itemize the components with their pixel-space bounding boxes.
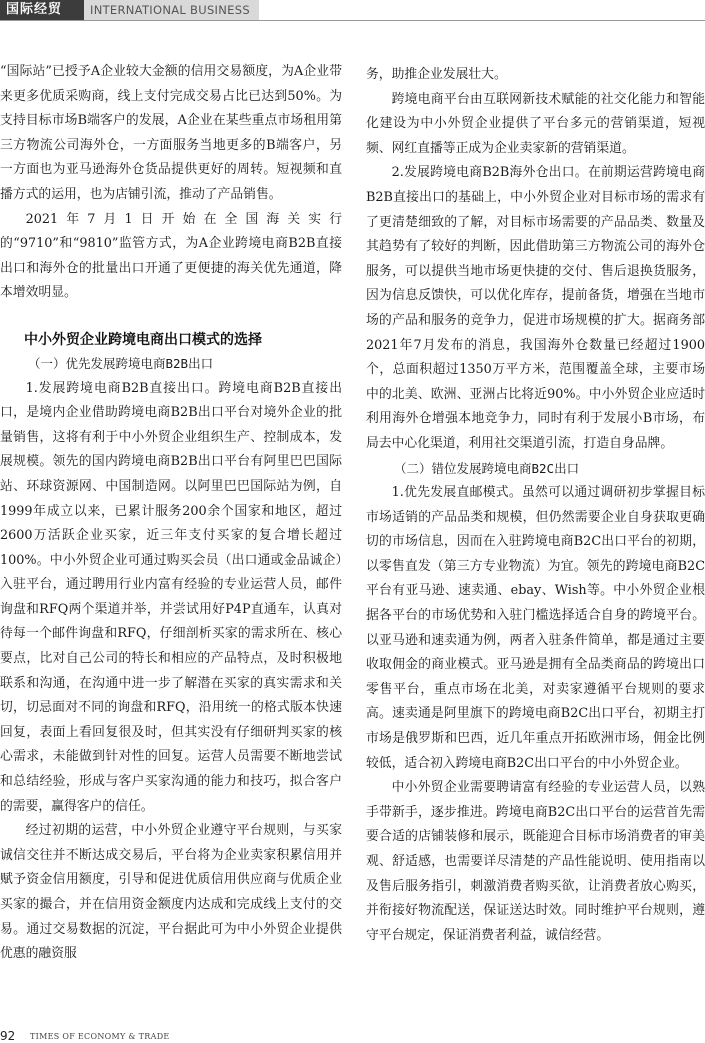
section-label: 国际经贸 — [0, 0, 84, 20]
body-paragraph: 1.发展跨境电商B2B直接出口。跨境电商B2B直接出口，是境内企业借助跨境电商B2B出口平台对境外企业的批量销售，这将有利于中小外贸企业组织生产、控制成本，发展规模。领先的国内跨境电商B2B出口平台有阿里巴巴国际站、环球资源网、中国制造网。以阿里巴巴国际站为例，自1999年成立以来，已累计服务200余个国家和地区，超过2600万活跃企业买家，近三年支付买家的复合增长超过100%。中小外贸企业可通过购买会员（出口通或金品诚企）入驻平台，通过聘用行业内富有经验的专业运营人员，邮件询盘和RFQ两个渠道并举，并尝试用好P4P直通车，认真对待每一个邮件询盘和RFQ，仔细剖析买家的需求所在、核心要点，比对自己公司的特长和相应的产品特点，及时积极地联系和沟通，在沟通中进一步了解潜在买家的真实需求和关切，切忌面对不同的询盘和RFQ，沿用统一的格式版本快速回复，表面上看回复很及时，但其实没有仔细研判买家的核心需求，未能做到针对性的回复。运营人员需要不断地尝试和总结经验，形成与客户买家沟通的能力和技巧，拟合客户的需要，赢得客户的信任。 — [0, 380, 342, 814]
page-number: 92 — [0, 1029, 16, 1043]
body-paragraph: 中小外贸企业需要聘请富有经验的专业运营人员，以熟手带新手，逐步推进。跨境电商B2C出口平台的运营首先需要合适的店铺装修和展示，既能迎合目标市场消费者的审美观、舒适感，也需要详尽清楚的产品性能说明、使用指南以及售后服务指引，刺激消费者购买欲，让消费者放心购买，并衔接好物流配送，保证送达时效。同时维护平台规则，遵守平台规定，保证消费者利益，诚信经营。 — [366, 780, 705, 943]
page-header — [0, 0, 705, 20]
right-column — [366, 63, 705, 948]
publication-name: TIMES OF ECONOMY & TRADE — [30, 1032, 170, 1041]
body-paragraph: 务，助推企业发展壮大。 — [366, 67, 507, 82]
body-paragraph: 跨境电商平台由互联网新技术赋能的社交化能力和智能化建设为中小外贸企业提供了平台多元的营销渠道，短视频、网红直播等正成为企业卖家新的营销渠道。 — [366, 91, 705, 156]
section-label-english: INTERNATIONAL BUSINESS — [84, 0, 259, 20]
header-rule — [0, 20, 705, 21]
subsection-heading: （二）错位发展跨境电商B2C出口 — [394, 460, 580, 476]
body-paragraph: 2021年7月1日开始在全国海关实行的“9710”和“9810”监管方式，为A企业跨境电商B2B直接出口和海外仓的批量出口开通了更便捷的海关优先通道，降本增效明显。 — [0, 211, 342, 301]
page-footer — [0, 1030, 705, 1043]
body-paragraph: 1.优先发展直邮模式。虽然可以通过调研初步掌握目标市场适销的产品品类和规模，但仍然需要企业自身获取更确切的市场信息，因而在入驻跨境电商B2C出口平台的初期，以零售直发（第三方专业物流）为宜。领先的跨境电商B2C平台有亚马逊、速卖通、ebay、Wish等。中小外贸企业根据各平台的市场优势和入驻门槛选择适合自身的跨境平台。以亚马逊和速卖通为例，两者入驻条件简单，都是通过主要收取佣金的商业模式。亚马逊是拥有全品类商品的跨境出口零售平台，重点市场在北美，对卖家遵循平台规则的要求高。速卖通是阿里旗下的跨境电商B2C出口平台，初期主打市场是俄罗斯和巴西，近几年重点开拓欧洲市场，佣金比例较低，适合初入跨境电商B2C出口平台的中小外贸企业。 — [366, 485, 705, 771]
left-column — [0, 60, 342, 967]
body-paragraph: 2.发展跨境电商B2B海外仓出口。在前期运营跨境电商B2B直接出口的基础上，中小外贸企业对目标市场的需求有了更清楚细致的了解，对目标市场需要的产品品类、数量及其趋势有了较好的判断，因此借助第三方物流公司的海外仓服务，可以提供当地市场更快捷的交付、售后退换货服务，因为信息反馈快，可以优化库存，提前备货，增强在当地市场的产品和服务的竞争力，促进市场规模的扩大。据商务部2021年7月发布的消息，我国海外仓数量已经超过1900个，总面积超过1350万平方米，范围覆盖全球，主要市场中的北美、欧洲、亚洲占比将近90%。中小外贸企业应适时利用海外仓增强本地竞争力，同时有利于发展小B市场，布局去中心化渠道，利用社交渠道引流，打造自身品牌。 — [366, 165, 705, 451]
section-heading: 中小外贸企业跨境电商出口模式的选择 — [24, 331, 262, 348]
subsection-heading: （一）优先发展跨境电商B2B出口 — [28, 355, 214, 371]
body-paragraph: 经过初期的运营，中小外贸企业遵守平台规则，与买家诚信交往并不断达成交易后，平台将为企业卖家积累信用并赋予资金信用额度，引导和促进优质信用供应商与优质企业买家的撮合，并在信用资金额度内达成和完成线上支付的交易。通过交易数据的沉淀，平台据此可为中小外贸企业提供优惠的融资服 — [0, 823, 342, 962]
body-paragraph: “国际站”已授予A企业较大金额的信用交易额度，为A企业带来更多优质采购商，线上支付完成交易占比已达到50%。为支持目标市场B端客户的发展，A企业在某些重点市场租用第三方物流公司海外仓，一方面服务当地更多的B端客户，另一方面也为亚马逊海外仓货品提供更好的周转。短视频和直播方式的运用，也为店铺引流，推动了产品销售。 — [0, 64, 342, 202]
